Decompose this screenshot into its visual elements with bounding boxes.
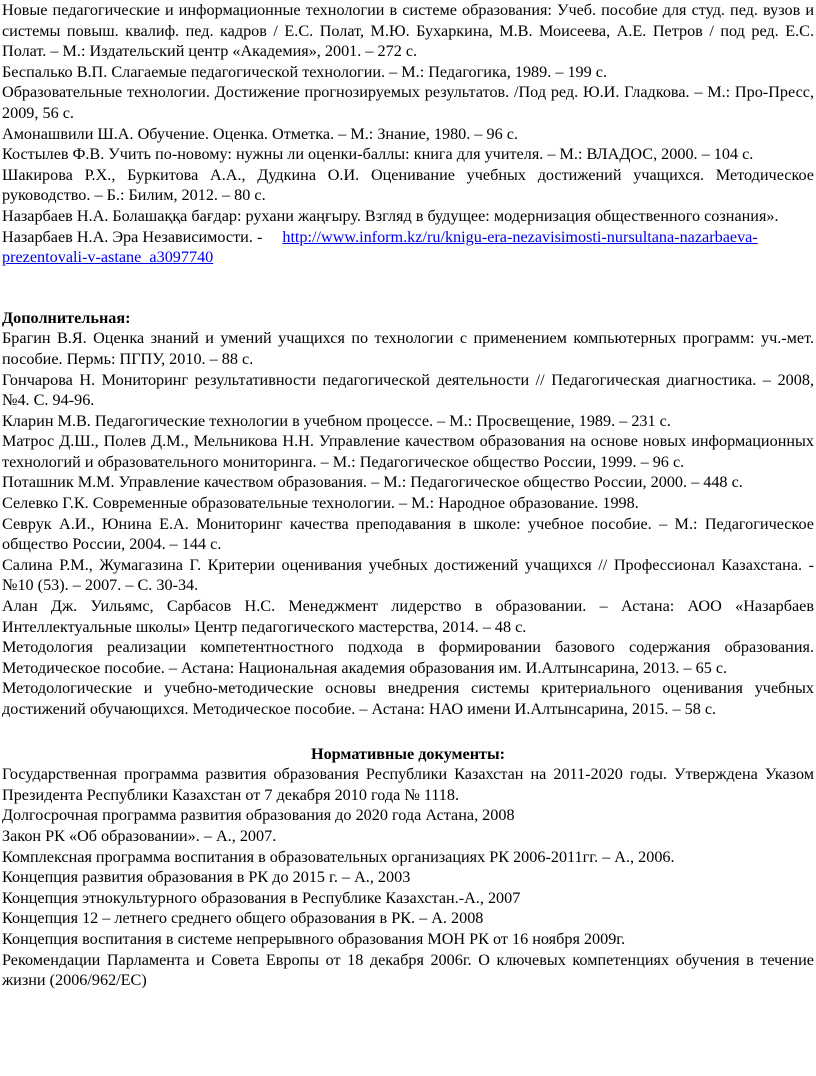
reference-entry: Образовательные технологии. Достижение прогнозируемых результатов. /Под ред. Ю.И. Гладкова. – М.: Про-Пресс, 2009, 56 с. xyxy=(2,83,814,122)
reference-entry: Концепция 12 – летнего среднего общего образования в РК. – А. 2008 xyxy=(2,909,484,928)
reference-entry: Костылев Ф.В. Учить по-новому: нужны ли оценки-баллы: книга для учителя. – М.: ВЛАДОС, 2000. – 104 с. xyxy=(2,145,754,164)
reference-entry: Поташник М.М. Управление качеством образования. – М.: Педагогическое общество России, 2000. – 448 с. xyxy=(2,473,743,492)
reference-entry: Концепция развития образования в РК до 2015 г. – А., 2003 xyxy=(2,868,411,887)
normative-heading: Нормативные документы: xyxy=(310,744,506,763)
reference-entry: Методологические и учебно-методические основы внедрения системы критериального оценивания учебных достижений обучающихся. Методическое пособие. – Астана: НАО имени И.Алтынсарина, 2015. – 58 с. xyxy=(2,679,814,718)
reference-entry: Кларин М.В. Педагогические технологии в учебном процессе. – М.: Просвещение, 1989. – 231 с. xyxy=(2,411,671,430)
reference-entry: Методология реализации компетентностного подхода в формировании базового содержания образования. Методическое пособие. – Астана: Национальная академия образования им. И.Алтынсарина, 2013. – 65 с. xyxy=(2,638,814,677)
reference-entry: Брагин В.Я. Оценка знаний и умений учащихся по технологии с применением компьютерных программ: уч.-мет. пособие. Пермь: ПГПУ, 2010. – 88 с. xyxy=(2,329,814,368)
reference-entry: Закон РК «Об образовании». – А., 2007. xyxy=(2,826,277,845)
reference-entry: Селевко Г.К. Современные образовательные технологии. – М.: Народное образование. 1998. xyxy=(2,494,639,513)
reference-entry: Назарбаев Н.А. Болашаққа бағдар: рухани жаңғыру. Взгляд в будущее: модернизация общественного сознания». xyxy=(2,206,779,225)
reference-entry: Шакирова Р.Х., Буркитова А.А., Дудкина О.И. Оценивание учебных достижений учащихся. Методическое руководство. – Б.: Билим, 2012. – 80 с. xyxy=(2,165,814,205)
reference-entry: Беспалько В.П. Слагаемые педагогической технологии. – М.: Педагогика, 1989. – 199 с. xyxy=(2,62,608,81)
additional-references xyxy=(2,308,814,720)
link-entry-prefix: Назарбаев Н.А. Эра Независимости. - xyxy=(2,227,263,246)
normative-documents xyxy=(2,744,814,991)
reference-entry: Алан Дж. Уильямс, Сарбасов Н.С. Менеджмент лидерство в образовании. – Астана: АОО «Назарбаев Интеллектуальные школы» Центр педагогического мастерства, 2014. – 48 с. xyxy=(2,597,814,636)
reference-entry: Салина Р.М., Жумагазина Г. Критерии оценивания учебных достижений учащихся // Профессионал Казахстана. - №10 (53). – 2007. – С. 30-34. xyxy=(2,555,814,595)
reference-entry: Рекомендации Парламента и Совета Европы от 18 декабря 2006г. О ключевых компетенциях обучения в течение жизни (2006/962/ЕС) xyxy=(2,950,814,990)
reference-entry-with-link xyxy=(2,227,814,268)
reference-entry: Долгосрочная программа развития образования до 2020 года Астана, 2008 xyxy=(2,806,515,825)
reference-entry: Гончарова Н. Мониторинг результативности педагогической деятельности // Педагогическая диагностика. – 2008, №4. С. 94-96. xyxy=(2,370,814,410)
reference-entry: Концепция воспитания в системе непрерывного образования МОН РК от 16 ноября 2009г. xyxy=(2,929,626,948)
additional-heading: Дополнительная: xyxy=(2,308,131,327)
reference-entry: Новые педагогические и информационные технологии в системе образования: Учеб. пособие для студ. пед. вузов и системы повыш. квалиф. пед. кадров / Е.С. Полат, М.Ю. Бухаркина, М.В. Моисеева, А.Е. Петров / под ред. Е.С. Полат. – М.: Издательский центр «Академия», 2001. – 272 с. xyxy=(2,1,814,61)
reference-url-link[interactable]: http://www.inform.kz/ru/knigu-era-nezavisimosti-nursultana-nazarbaeva-prezentovali-v-astane_a3097740 xyxy=(2,227,758,267)
reference-entry: Амонашвили Ш.А. Обучение. Оценка. Отметка. – М.: Знание, 1980. – 96 с. xyxy=(2,124,518,143)
reference-entry: Государственная программа развития образования Республики Казахстан на 2011-2020 годы. Утверждена Указом Президента Республики Казахстан от 7 декабря 2010 года № 1118. xyxy=(2,765,814,804)
reference-entry: Севрук А.И., Юнина Е.А. Мониторинг качества преподавания в школе: учебное пособие. – М.: Педагогическое общество России, 2004. – 144 с. xyxy=(2,514,814,554)
main-references xyxy=(2,0,814,268)
reference-entry: Матрос Д.Ш., Полев Д.М., Мельникова Н.Н. Управление качеством образования на основе новых информационных технологий и образовательного мониторинга. – М.: Педагогическое общество России, 1999. – 96 с. xyxy=(2,432,814,471)
reference-entry: Комплексная программа воспитания в образовательных организациях РК 2006-2011гг. – А., 2006. xyxy=(2,847,675,866)
reference-entry: Концепция этнокультурного образования в Республике Казахстан.-А., 2007 xyxy=(2,888,521,907)
